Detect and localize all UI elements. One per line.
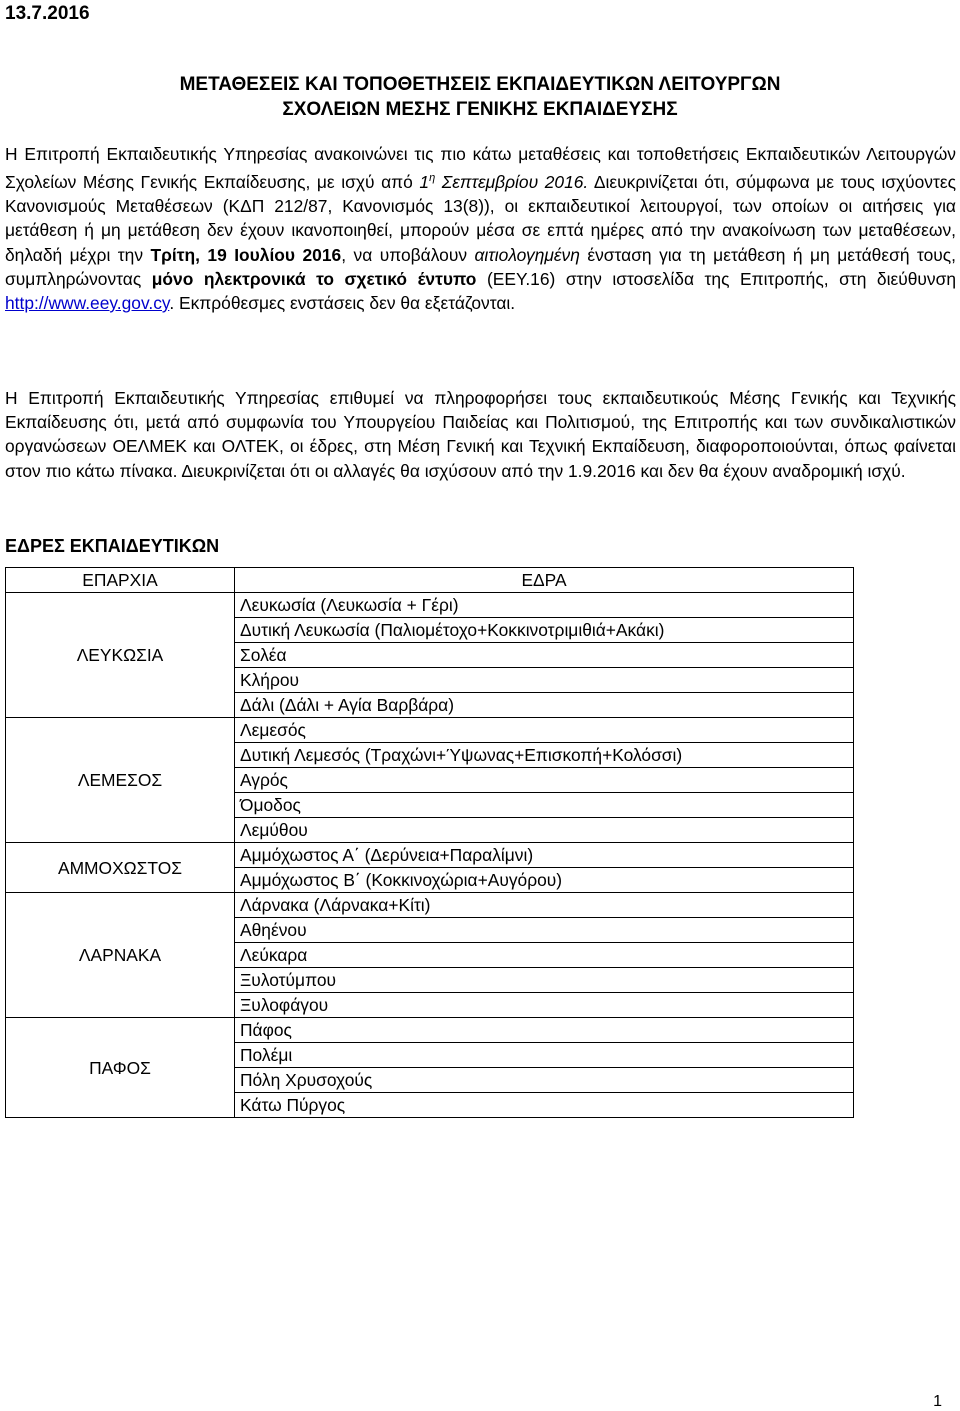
seat-cell: Ξυλοφάγου <box>235 993 854 1018</box>
notice-paragraph: Η Επιτροπή Εκπαιδευτικής Υπηρεσίας επιθυμεί να πληροφορήσει τους εκπαιδευτικούς Μέσης Γενικής και Τεχνικής Εκπαίδευσης ότι, μετά από συμφωνία του Υπουργείου Παιδείας και Πολιτισμού, της Επιτροπής και των συνδικαλιστικών οργανώσεων ΟΕΛΜΕΚ και ΟΛΤΕΚ, οι έδρες, στη Μέση Γενική και Τεχνική Εκπαίδευση, διαφοροποιούνται, όπως φαίνεται στον πιο κάτω πίνακα. Διευκρινίζεται ότι οι αλλαγές θα ισχύσουν από την 1.9.2016 και δεν θα έχουν αναδρομική ισχύ. <box>5 388 956 481</box>
title-line-1: ΜΕΤΑΘΕΣΕΙΣ ΚΑΙ ΤΟΠΟΘΕΤΗΣΕΙΣ ΕΚΠΑΙΔΕΥΤΙΚΩΝ ΛΕΙΤΟΥΡΓΩΝ <box>179 74 781 95</box>
seat-cell: Δάλι (Δάλι + Αγία Βαρβάρα) <box>235 693 854 718</box>
seat-cell: Όμοδος <box>235 793 854 818</box>
seat-cell: Λάρνακα (Λάρνακα+Κίτι) <box>235 893 854 918</box>
seat-cell: Αγρός <box>235 768 854 793</box>
seat-cell: Αμμόχωστος Β΄ (Κοκκινοχώρια+Αυγόρου) <box>235 868 854 893</box>
clarification-part1: Διευκρινίζεται ότι, σύμφωνα με τους ισχύοντες Κανονισμούς Μεταθέσεων (ΚΔΠ 212/87, Κανονισμός 13(8)), οι εκπαιδευτικοί λειτουργοί, των οποίων οι αιτήσεις για μετάθεση ή μη μετάθεση δεν έχουν ικανοποιηθεί, μπορούν μέσα σε επτά ημέρες από την ανακοίνωση των μεταθέσεων, δηλαδή μέχρι την <box>5 172 956 265</box>
seat-cell: Αμμόχωστος Α΄ (Δερύνεια+Παραλίμνι) <box>235 843 854 868</box>
seat-cell: Δυτική Λεμεσός (Τραχώνι+Ύψωνας+Επισκοπή+Κολόσσι) <box>235 743 854 768</box>
seat-cell: Πόλη Χρυσοχούς <box>235 1068 854 1093</box>
seats-table <box>5 567 854 1118</box>
table-row <box>6 1018 854 1043</box>
seat-cell: Σολέα <box>235 643 854 668</box>
page-number: 1 <box>933 1393 942 1410</box>
seat-cell: Λευκωσία (Λευκωσία + Γέρι) <box>235 593 854 618</box>
province-cell: ΛΑΡΝΑΚΑ <box>6 893 235 1018</box>
seat-cell: Λεμεσός <box>235 718 854 743</box>
title-line-2: ΣΧΟΛΕΙΩΝ ΜΕΣΗΣ ΓΕΝΙΚΗΣ ΕΚΠΑΙΔΕΥΣΗΣ <box>282 99 678 120</box>
table-row <box>6 718 854 743</box>
province-cell: ΛΕΥΚΩΣΙΑ <box>6 593 235 718</box>
province-header: ΕΠΑΡΧΙΑ <box>6 568 235 593</box>
seat-cell: Ξυλοτύμπου <box>235 968 854 993</box>
seat-cell: Λεύκαρα <box>235 943 854 968</box>
table-row <box>6 593 854 618</box>
intro-date-sup: η <box>429 172 436 185</box>
seat-cell: Λεμύθου <box>235 818 854 843</box>
clarification-deadline: Τρίτη, 19 Ιουλίου 2016 <box>150 244 342 265</box>
table-row <box>6 893 854 918</box>
clarification-only-electronic: μόνο ηλεκτρονικά το σχετικό έντυπο <box>151 268 477 289</box>
clarification-part2: , να υποβάλουν <box>341 244 468 265</box>
seat-cell: Πάφος <box>235 1018 854 1043</box>
document-title <box>0 72 960 122</box>
intro-paragraph <box>5 142 956 315</box>
intro-date-month: Σεπτεμβρίου 2016. <box>441 172 589 192</box>
clarification-part3: ένσταση για τη μετάθεση ή μη μετάθεσή τους, συμπληρώνοντας <box>5 244 956 289</box>
province-cell: ΛΕΜΕΣΟΣ <box>6 718 235 843</box>
province-cell: ΠΑΦΟΣ <box>6 1018 235 1118</box>
clarification-reasoned: αιτιολογημένη <box>474 244 580 265</box>
intro-date-num: 1 <box>419 172 430 192</box>
seat-cell: Κάτω Πύργος <box>235 1093 854 1118</box>
document-date: 13.7.2016 <box>5 3 90 24</box>
eey-website-link[interactable]: http://www.eey.gov.cy <box>5 293 170 314</box>
clarification-part4: (ΕΕΥ.16) στην ιστοσελίδα της Επιτροπής, στη διεύθυνση <box>486 268 956 289</box>
table-row <box>6 843 854 868</box>
section-title: ΕΔΡΕΣ ΕΚΠΑΙΔΕΥΤΙΚΩΝ <box>5 536 220 556</box>
table-header-row <box>6 568 854 593</box>
seat-cell: Δυτική Λευκωσία (Παλιομέτοχο+Κοκκινοτριμιθιά+Ακάκι) <box>235 618 854 643</box>
seat-header: ΕΔΡΑ <box>235 568 854 593</box>
seat-cell: Αθηένου <box>235 918 854 943</box>
seat-cell: Πολέμι <box>235 1043 854 1068</box>
clarification-part5: . Εκπρόθεσμες ενστάσεις δεν θα εξετάζονται. <box>169 293 516 314</box>
seat-cell: Κλήρου <box>235 668 854 693</box>
province-cell: ΑΜΜΟΧΩΣΤΟΣ <box>6 843 235 893</box>
intro-text: Η Επιτροπή Εκπαιδευτικής Υπηρεσίας ανακοινώνει τις πιο κάτω μεταθέσεις και τοποθετήσεις Εκπαιδευτικών Λειτουργών Σχολείων Μέσης Γενικής Εκπαίδευσης, με ισχύ από <box>5 144 956 192</box>
